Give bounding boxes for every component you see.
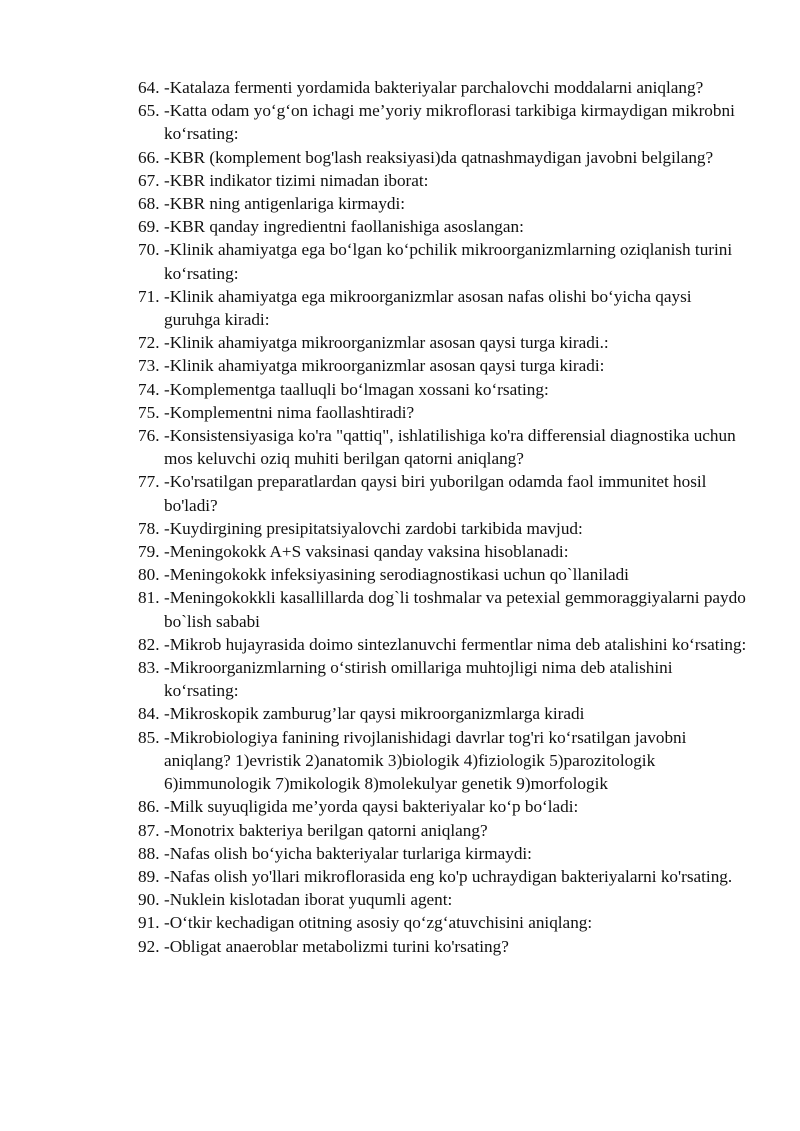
question-text: -Klinik ahamiyatga ega bo‘lgan ko‘pchilik mikroorganizmlarning oziqlanish turini ko‘rsating: xyxy=(164,240,733,283)
question-text: -Monotrix bakteriya berilgan qatorni aniqlang? xyxy=(164,820,488,840)
question-item xyxy=(138,865,748,888)
question-text: -KBR indikator tizimi nimadan iborat: xyxy=(164,170,429,190)
question-text: -Mikrobiologiya fanining rivojlanishidagi davrlar tog'ri ko‘rsatilgan javobni aniqlang? 1)evristik 2)anatomik 3)biologik 4)fiziologik 5)parozitologik 6)immunologik 7)mikologik 8)molekulyar genetik 9)morfologik xyxy=(164,727,687,794)
question-number: 73. xyxy=(138,356,160,376)
question-text: -Mikroskopik zamburug’lar qaysi mikroorganizmlarga kiradi xyxy=(164,704,585,724)
question-item xyxy=(138,378,748,401)
question-number: 90. xyxy=(138,890,160,910)
question-number: 85. xyxy=(138,727,160,747)
question-item xyxy=(138,911,748,934)
question-number: 84. xyxy=(138,704,160,724)
question-text: -Obligat anaeroblar metabolizmi turini ko'rsating? xyxy=(164,936,509,956)
question-text: -Klinik ahamiyatga mikroorganizmlar asosan qaysi turga kiradi.: xyxy=(164,333,609,353)
question-text: -Katta odam yo‘g‘on ichagi me’yoriy mikroflorasi tarkibiga kirmaydigan mikrobni ko‘rsating: xyxy=(164,101,735,144)
question-number: 79. xyxy=(138,542,160,562)
question-item xyxy=(138,424,748,470)
question-number: 81. xyxy=(138,588,160,608)
question-item xyxy=(138,192,748,215)
question-item xyxy=(138,331,748,354)
question-item xyxy=(138,517,748,540)
question-text: -KBR ning antigenlariga kirmaydi: xyxy=(164,194,406,214)
question-item xyxy=(138,819,748,842)
question-text: -Meningokokkli kasallillarda dog`li toshmalar va petexial gemmoraggiyalarni paydo bo`lish sababi xyxy=(164,588,746,631)
question-text: -Mikroorganizmlarning o‘stirish omillariga muhtojligi nima deb atalishini ko‘rsating: xyxy=(164,658,673,701)
question-number: 64. xyxy=(138,78,160,97)
question-list xyxy=(138,76,748,958)
question-item xyxy=(138,656,748,702)
question-text: -Meningokokk infeksiyasining serodiagnostikasi uchun qo`llaniladi xyxy=(164,565,629,585)
question-text: -Komplementni nima faollashtiradi? xyxy=(164,402,415,422)
question-number: 65. xyxy=(138,101,160,121)
question-item xyxy=(138,285,748,331)
question-item xyxy=(138,540,748,563)
question-number: 89. xyxy=(138,866,160,886)
question-item xyxy=(138,795,748,818)
question-text: -Nuklein kislotadan iborat yuqumli agent: xyxy=(164,890,453,910)
question-number: 82. xyxy=(138,634,160,654)
question-item xyxy=(138,563,748,586)
question-text: -Meningokokk A+S vaksinasi qanday vaksina hisoblanadi: xyxy=(164,542,569,562)
question-item xyxy=(138,702,748,725)
question-item xyxy=(138,842,748,865)
question-text: -Klinik ahamiyatga ega mikroorganizmlar asosan nafas olishi bo‘yicha qaysi guruhga kiradi: xyxy=(164,286,692,330)
question-number: 78. xyxy=(138,518,160,538)
question-number: 74. xyxy=(138,379,160,399)
question-item xyxy=(138,99,748,145)
question-number: 70. xyxy=(138,240,160,260)
question-item xyxy=(138,146,748,169)
question-text: -Nafas olish yo'llari mikroflorasida eng ko'p uchraydigan bakteriyalarni ko'rsating. xyxy=(164,866,733,886)
question-text: -Milk suyuqligida me’yorda qaysi bakteriyalar ko‘p bo‘ladi: xyxy=(164,797,579,817)
question-item xyxy=(138,354,748,377)
question-number: 69. xyxy=(138,217,160,237)
question-item xyxy=(138,76,748,99)
question-text: -Klinik ahamiyatga mikroorganizmlar asosan qaysi turga kiradi: xyxy=(164,356,605,376)
question-text: -KBR qanday ingredientni faollanishiga asoslangan: xyxy=(164,217,524,237)
question-number: 67. xyxy=(138,170,160,190)
question-text: -Ko'rsatilgan preparatlardan qaysi biri yuborilgan odamda faol immunitet hosil bo'ladi? xyxy=(164,472,707,515)
question-text: -KBR (komplement bog'lash reaksiyasi)da qatnashmaydigan javobni belgilang? xyxy=(164,147,714,167)
question-number: 88. xyxy=(138,843,160,863)
question-number: 83. xyxy=(138,658,160,678)
question-number: 92. xyxy=(138,936,160,956)
question-text: -O‘tkir kechadigan otitning asosiy qo‘zg‘atuvchisini aniqlang: xyxy=(164,913,593,933)
question-number: 91. xyxy=(138,913,160,933)
question-item xyxy=(138,470,748,516)
question-number: 68. xyxy=(138,194,160,214)
question-number: 66. xyxy=(138,147,160,167)
question-number: 75. xyxy=(138,402,160,422)
question-item xyxy=(138,215,748,238)
question-text: -Mikrob hujayrasida doimo sintezlanuvchi fermentlar nima deb atalishini ko‘rsating: xyxy=(164,634,747,654)
question-item xyxy=(138,935,748,958)
question-number: 77. xyxy=(138,472,160,492)
question-item xyxy=(138,586,748,632)
question-number: 71. xyxy=(138,286,160,306)
question-item xyxy=(138,401,748,424)
question-number: 87. xyxy=(138,820,160,840)
question-item xyxy=(138,888,748,911)
question-item xyxy=(138,633,748,656)
question-number: 86. xyxy=(138,797,160,817)
question-text: -Nafas olish bo‘yicha bakteriyalar turlariga kirmaydi: xyxy=(164,843,532,863)
question-number: 80. xyxy=(138,565,160,585)
question-item xyxy=(138,726,748,796)
question-text: -Kuydirgining presipitatsiyalovchi zardobi tarkibida mavjud: xyxy=(164,518,583,538)
question-number: 76. xyxy=(138,426,160,446)
question-item xyxy=(138,238,748,284)
question-number: 72. xyxy=(138,333,160,353)
question-item xyxy=(138,169,748,192)
question-text: -Katalaza fermenti yordamida bakteriyalar parchalovchi moddalarni aniqlang? xyxy=(164,78,704,97)
question-text: -Konsistensiyasiga ko'ra "qattiq", ishlatilishiga ko'ra differensial diagnostika uchun mos keluvchi oziq muhiti berilgan qatorni aniqlang? xyxy=(164,426,736,469)
question-text: -Komplementga taalluqli bo‘lmagan xossani ko‘rsating: xyxy=(164,379,549,399)
